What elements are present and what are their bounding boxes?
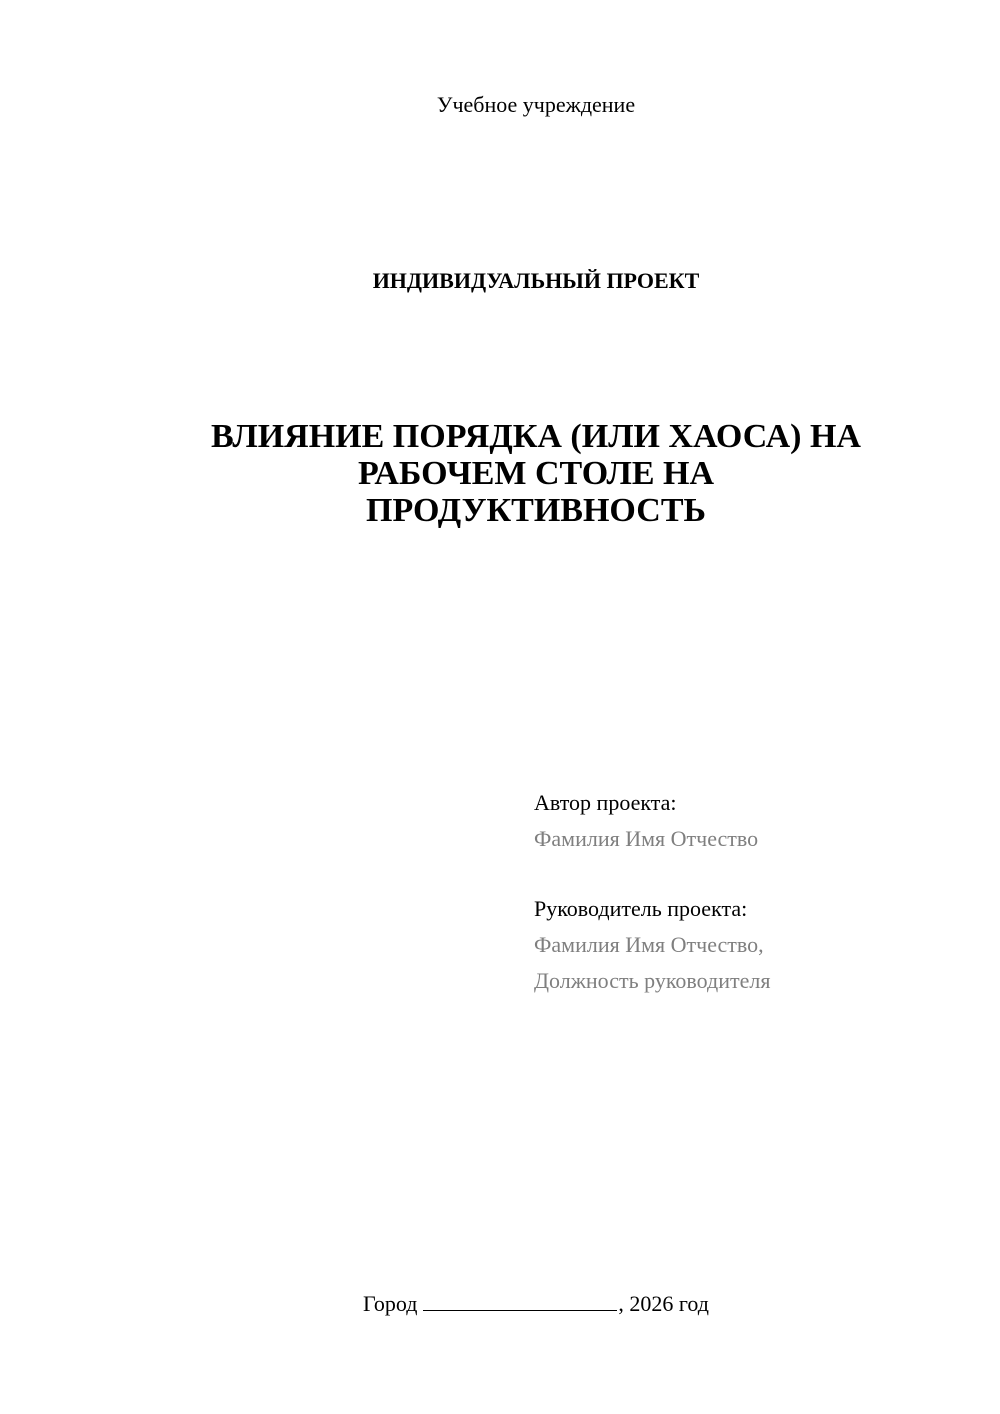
supervisor-label: Руководитель проекта: — [534, 896, 748, 921]
project-title-line-2: РАБОЧЕМ СТОЛЕ НА — [357, 455, 715, 492]
authors-block — [534, 789, 974, 1003]
project-title-line-1: ВЛИЯНИЕ ПОРЯДКА (ИЛИ ХАОСА) НА — [211, 418, 861, 455]
project-title — [120, 418, 952, 529]
author-label: Автор проекта: — [534, 790, 677, 815]
author-name: Фамилия Имя Отчество — [534, 826, 759, 851]
institution-name: Учебное учреждение — [436, 92, 636, 117]
footer-city-year — [0, 1290, 1000, 1318]
authors-spacer — [534, 861, 974, 895]
year-text: , 2026 год — [618, 1291, 709, 1316]
project-title-line-3: ПРОДУКТИВНОСТЬ — [366, 492, 706, 529]
city-label: Город — [363, 1291, 418, 1316]
document-type: ИНДИВИДУАЛЬНЫЙ ПРОЕКТ — [372, 268, 700, 293]
supervisor-position: Должность руководителя — [534, 968, 771, 993]
supervisor-name: Фамилия Имя Отчество, — [534, 932, 764, 957]
city-blank-line — [423, 1290, 617, 1311]
